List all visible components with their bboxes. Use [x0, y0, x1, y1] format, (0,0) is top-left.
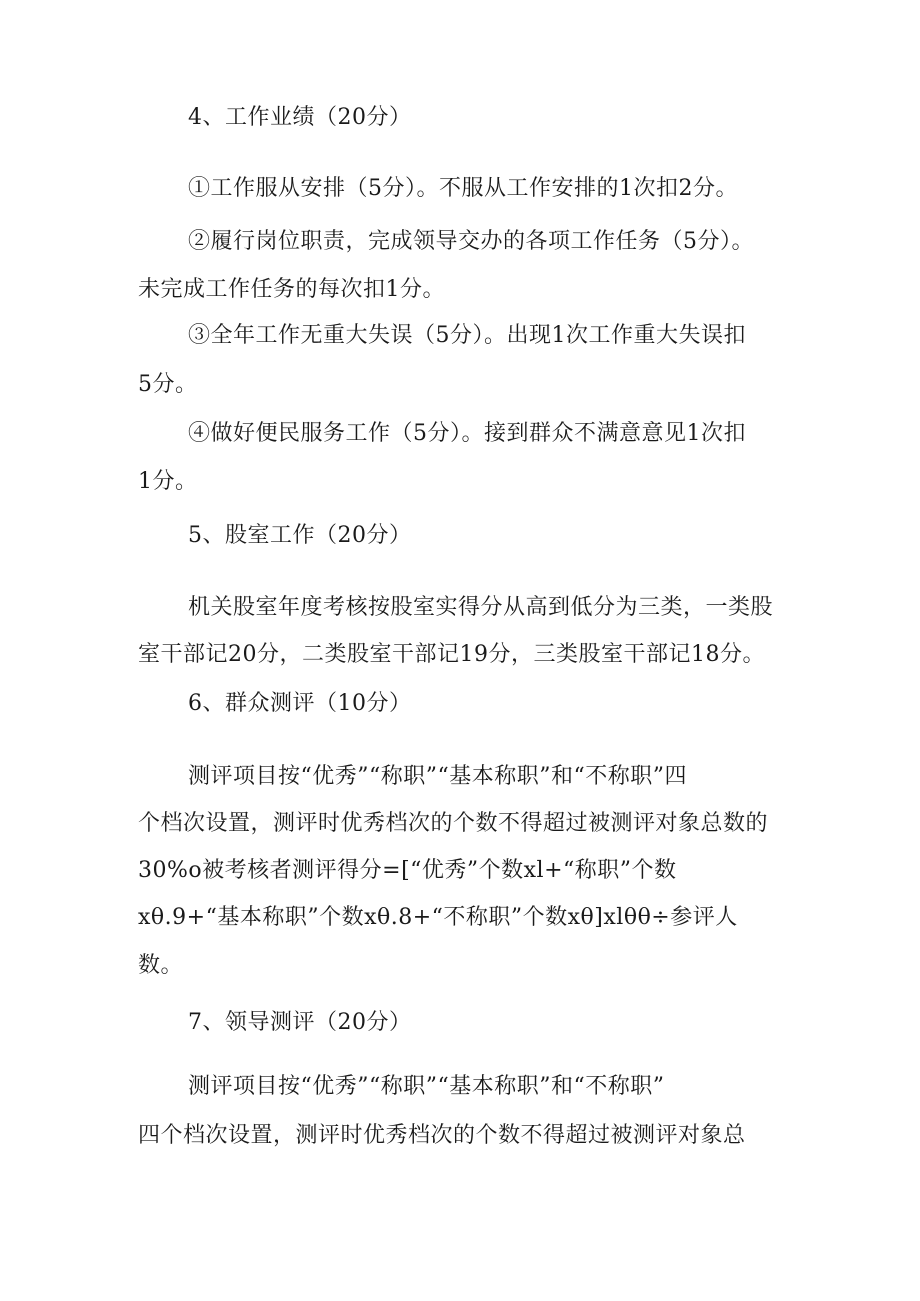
section-4-item-4-line-1: ④做好便民服务工作（5分）。接到群众不满意意见1次扣 [188, 421, 746, 446]
section-7-heading: 7、领导测评（20分） [188, 1010, 412, 1035]
section-7-para-line-1: 测评项目按“优秀”“称职”“基本称职”和“不称职” [188, 1074, 665, 1099]
section-6-para-line-5: 数。 [138, 953, 184, 978]
section-5-heading: 5、股室工作（20分） [188, 523, 412, 548]
section-4-item-2-line-2: 未完成工作任务的每次扣1分。 [138, 277, 445, 302]
section-4-item-4-line-2: 1分。 [138, 469, 198, 494]
section-6-para-line-4: xθ.9+“基本称职”个数xθ.8+“不称职”个数xθ]xlθθ÷参评人 [138, 905, 738, 930]
section-6-para-line-3: 30%o被考核者测评得分=[“优秀”个数xl+“称职”个数 [138, 858, 677, 883]
section-7-para-line-2: 四个档次设置，测评时优秀档次的个数不得超过被测评对象总 [138, 1123, 746, 1148]
section-4-heading: 4、工作业绩（20分） [188, 105, 412, 130]
section-5-para-line-1: 机关股室年度考核按股室实得分从高到低分为三类，一类股 [188, 595, 774, 620]
section-4-item-1: ①工作服从安排（5分）。不服从工作安排的1次扣2分。 [188, 176, 738, 201]
section-6-para-line-1: 测评项目按“优秀”“称职”“基本称职”和“不称职”四 [188, 764, 687, 789]
section-5-para-line-2: 室干部记20分，二类股室干部记19分，三类股室干部记18分。 [138, 642, 765, 667]
section-4-item-2-line-1: ②履行岗位职责，完成领导交办的各项工作任务（5分）。 [188, 229, 754, 254]
section-6-heading: 6、群众测评（10分） [188, 691, 412, 716]
section-6-para-line-2: 个档次设置，测评时优秀档次的个数不得超过被测评对象总数的 [138, 811, 769, 836]
section-4-item-3-line-1: ③全年工作无重大失误（5分）。出现1次工作重大失误扣 [188, 323, 746, 348]
section-4-item-3-line-2: 5分。 [138, 372, 198, 397]
